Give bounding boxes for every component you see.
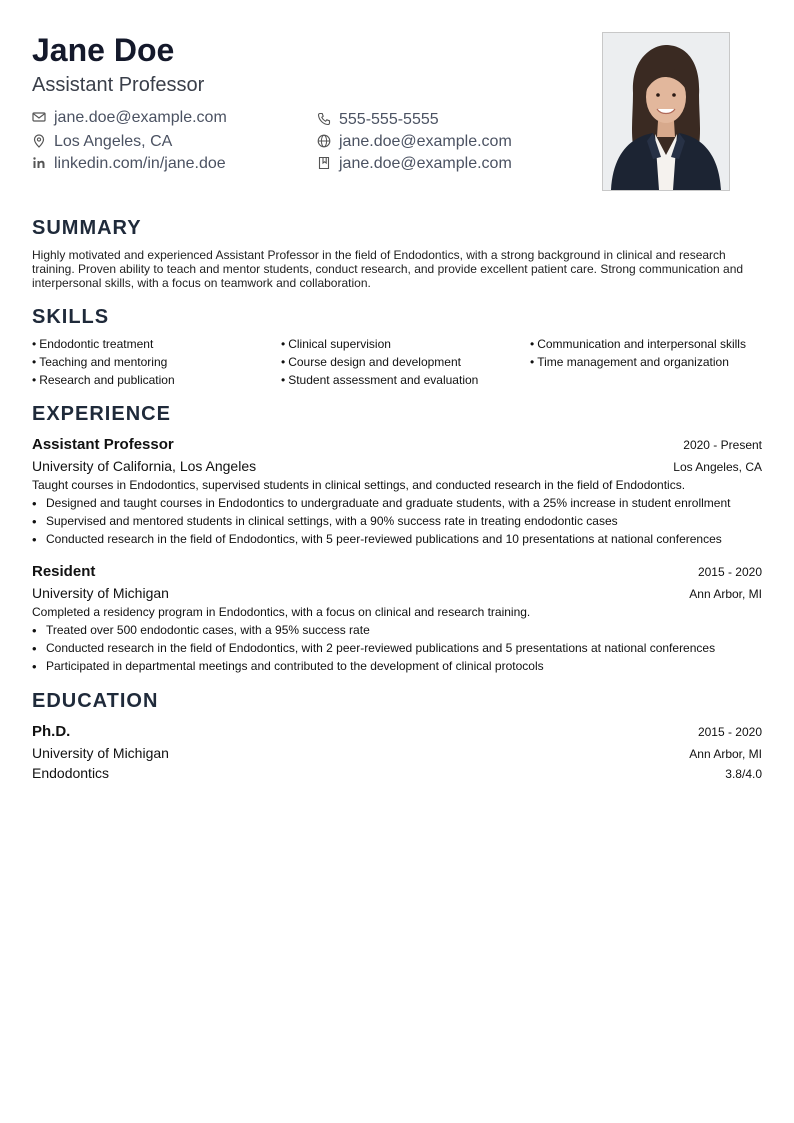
contact-phone-text: 555-555-5555 [339,111,439,128]
education-entry [32,721,762,783]
job-bullets [32,495,762,547]
phone-icon [317,112,331,126]
education-field: Endodontics [32,765,110,781]
summary-section [32,216,762,290]
contact-linkedin[interactable] [32,154,226,174]
skill-item: • Time management and organization [530,355,762,369]
job-dates: 2015 - 2020 [697,565,762,579]
skill-item: • Course design and development [281,355,530,369]
job-bullet: • Conducted research in the field of Endodontics, with 2 peer-reviewed publications and 5 presentations at national conferences [32,640,762,656]
job-organization: University of Michigan [32,585,169,601]
job-location: Los Angeles, CA [673,460,762,474]
skills-heading: SKILLS [32,306,110,328]
skill-item: • Communication and interpersonal skills [530,337,762,351]
contact-phone[interactable] [317,110,439,130]
skills-list [32,337,762,387]
job-bullet: • Participated in departmental meetings and contributed to the development of clinical protocols [32,658,762,674]
job-description: Completed a residency program in Endodontics, with a focus on clinical and research training. [32,605,531,619]
contact-portfolio-text: jane.doe@example.com [339,155,512,172]
experience-heading: EXPERIENCE [32,403,171,425]
summary-text: Highly motivated and experienced Assistant Professor in the field of Endodontics, with a strong background in clinical and research training. Proven ability to teach and mentor students, conduct research, and provide excellent patient care. Strong communication and interpersonal skills, with a focus on teamwork and collaboration. [32,248,744,290]
contact-location-text: Los Angeles, CA [54,133,173,150]
job-entry [32,434,762,547]
contact-website[interactable] [317,132,512,152]
candidate-name: Jane Doe [32,32,175,68]
job-bullet: • Conducted research in the field of Endodontics, with 5 peer-reviewed publications and 10 presentations at national conferences [32,531,762,547]
education-heading: EDUCATION [32,690,159,712]
job-dates: 2020 - Present [683,438,762,452]
job-location: Ann Arbor, MI [689,587,762,601]
summary-heading: SUMMARY [32,217,142,239]
education-dates: 2015 - 2020 [697,725,762,739]
resume-header [32,30,762,202]
job-bullet: • Designed and taught courses in Endodontics to undergraduate and graduate students, with a 25% increase in student enrollment [32,495,762,511]
skill-item: • Teaching and mentoring [32,355,281,369]
job-role: Assistant Professor [32,436,174,453]
job-description: Taught courses in Endodontics, supervised students in clinical settings, and conducted research in the field of Endodontics. [32,478,686,492]
skill-item: • Student assessment and evaluation [281,373,530,387]
skill-item: • Research and publication [32,373,281,387]
contact-location [32,132,172,152]
skill-item: • Endodontic treatment [32,337,281,351]
experience-section [32,402,762,676]
skills-section [32,305,762,387]
contact-email[interactable] [32,108,227,128]
mail-icon [32,110,46,124]
job-entry [32,561,762,674]
linkedin-icon [32,156,46,170]
globe-icon [317,134,331,148]
resume-page [32,30,762,781]
contact-website-text: jane.doe@example.com [339,133,512,150]
profile-photo [602,32,730,191]
job-organization: University of California, Los Angeles [32,458,257,474]
education-degree: Ph.D. [32,723,71,740]
contact-linkedin-text: linkedin.com/in/jane.doe [54,155,226,172]
job-bullet: • Supervised and mentored students in clinical settings, with a 90% success rate in treating endodontic cases [32,513,762,529]
education-gpa: 3.8/4.0 [725,767,762,781]
bookmark-icon [317,156,331,170]
candidate-title: Assistant Professor [32,74,205,96]
job-bullets [32,622,762,674]
contact-portfolio[interactable] [317,154,512,174]
education-section [32,689,762,783]
job-role: Resident [32,563,96,580]
map-pin-icon [32,134,46,148]
education-school: University of Michigan [32,745,169,761]
contact-email-text: jane.doe@example.com [54,109,227,126]
job-bullet: • Treated over 500 endodontic cases, with a 95% success rate [32,622,762,638]
education-location: Ann Arbor, MI [689,747,762,761]
skill-item: • Clinical supervision [281,337,530,351]
